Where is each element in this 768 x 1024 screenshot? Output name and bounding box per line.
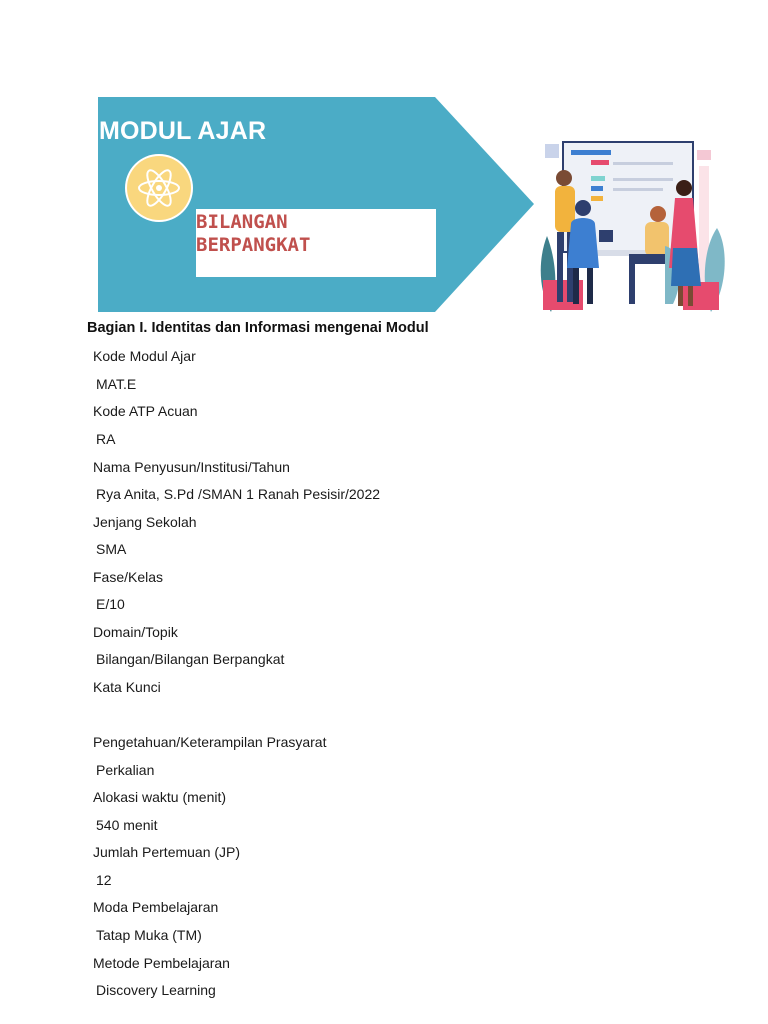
- field-label-kode-atp: Kode ATP Acuan: [93, 403, 198, 419]
- field-label-jenjang: Jenjang Sekolah: [93, 514, 197, 530]
- field-value-prasyarat: Perkalian: [96, 762, 155, 778]
- field-value-jenjang: SMA: [96, 541, 127, 557]
- field-label-fase-kelas: Fase/Kelas: [93, 569, 164, 585]
- field-label-kata-kunci: Kata Kunci: [93, 679, 161, 695]
- atom-icon: [125, 154, 193, 222]
- field-value-kode-modul: MAT.E: [96, 376, 137, 392]
- subtitle-box: [196, 209, 436, 277]
- field-value-kode-atp: RA: [96, 431, 116, 447]
- field-label-domain-topik: Domain/Topik: [93, 624, 178, 640]
- field-value-domain-topik: Bilangan/Bilangan Berpangkat: [96, 651, 285, 667]
- banner-subtitle: BILANGAN BERPANGKAT: [196, 211, 311, 256]
- field-value-fase-kelas: E/10: [96, 596, 125, 612]
- field-value-metode: Discovery Learning: [96, 982, 216, 998]
- field-label-moda: Moda Pembelajaran: [93, 899, 219, 915]
- field-label-penyusun: Nama Penyusun/Institusi/Tahun: [93, 459, 290, 475]
- field-label-kode-modul: Kode Modul Ajar: [93, 348, 196, 364]
- banner-title: MODUL AJAR: [99, 117, 267, 145]
- section-heading: Bagian I. Identitas dan Informasi mengenai Modul: [87, 320, 429, 336]
- field-value-jumlah-pertemuan: 12: [96, 872, 112, 888]
- field-value-moda: Tatap Muka (TM): [96, 927, 202, 943]
- team-meeting-illustration: [533, 138, 729, 312]
- atom-badge: [125, 154, 193, 222]
- field-label-metode: Metode Pembelajaran: [93, 955, 230, 971]
- field-label-jumlah-pertemuan: Jumlah Pertemuan (JP): [93, 844, 241, 860]
- field-label-alokasi-waktu: Alokasi waktu (menit): [93, 789, 227, 805]
- field-label-prasyarat: Pengetahuan/Keterampilan Prasyarat: [93, 734, 327, 750]
- field-value-alokasi-waktu: 540 menit: [96, 817, 158, 833]
- field-value-penyusun: Rya Anita, S.Pd /SMAN 1 Ranah Pesisir/2022: [96, 486, 381, 502]
